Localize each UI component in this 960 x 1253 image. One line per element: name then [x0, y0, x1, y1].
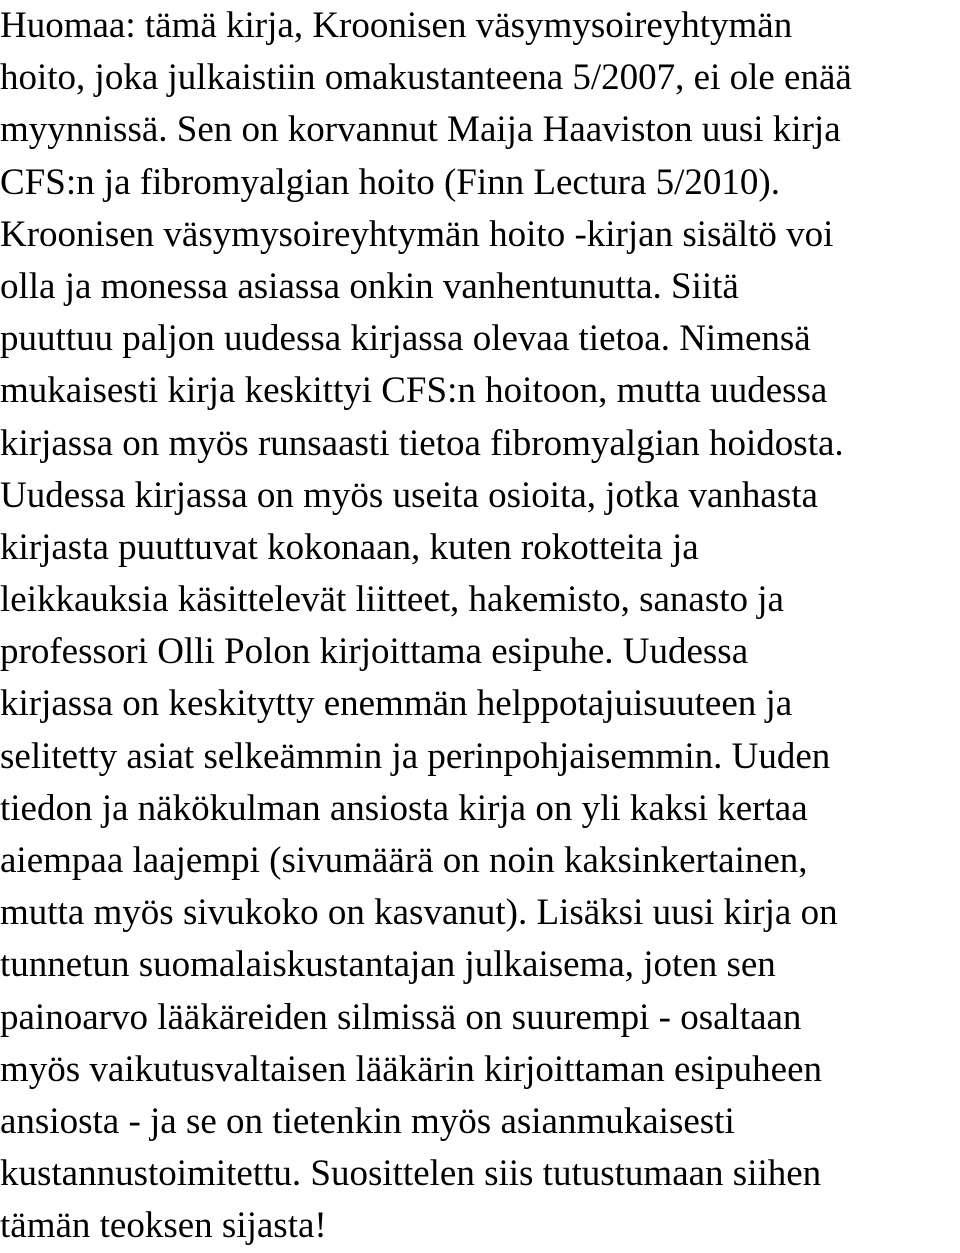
text-line: CFS:n ja fibromyalgian hoito (Finn Lectura 5/2010). — [0, 161, 780, 203]
text-line: kustannustoimitettu. Suosittelen siis tutustumaan siihen — [0, 1153, 822, 1195]
text-line: kirjassa on myös runsaasti tietoa fibromyalgian hoidosta. — [0, 422, 844, 464]
text-line: Kroonisen väsymysoireyhtymän hoito -kirjan sisältö voi — [0, 213, 834, 255]
text-line: tämän teoksen sijasta! — [0, 1205, 327, 1247]
text-line: selitetty asiat selkeämmin ja perinpohjaisemmin. Uuden — [0, 735, 831, 777]
text-line: tunnetun suomalaiskustantajan julkaisema, joten sen — [0, 944, 776, 986]
text-line: professori Olli Polon kirjoittama esipuhe. Uudessa — [0, 631, 749, 673]
text-line: painoarvo lääkäreiden silmissä on suurempi - osaltaan — [0, 996, 802, 1038]
text-line: mutta myös sivukoko on kasvanut). Lisäksi uusi kirja on — [0, 892, 838, 934]
text-line: leikkauksia käsittelevät liitteet, hakemisto, sanasto ja — [0, 579, 784, 621]
text-line: mukaisesti kirja keskittyi CFS:n hoitoon, mutta uudessa — [0, 370, 828, 412]
text-line: myynnissä. Sen on korvannut Maija Haaviston uusi kirja — [0, 109, 841, 151]
text-line: ansiosta - ja se on tietenkin myös asianmukaisesti — [0, 1100, 735, 1142]
text-line: tiedon ja näkökulman ansiosta kirja on yli kaksi kertaa — [0, 787, 808, 829]
text-line: kirjassa on keskitytty enemmän helppotajuisuuteen ja — [0, 683, 793, 725]
text-line: kirjasta puuttuvat kokonaan, kuten rokotteita ja — [0, 526, 699, 568]
text-line: Huomaa: tämä kirja, Kroonisen väsymysoireyhtymän — [0, 5, 793, 46]
text-line: olla ja monessa asiassa onkin vanhentunutta. Siitä — [0, 265, 739, 307]
text-line: myös vaikutusvaltaisen lääkärin kirjoittaman esipuheen — [0, 1048, 823, 1090]
text-line: puuttuu paljon uudessa kirjassa olevaa tietoa. Nimensä — [0, 318, 811, 360]
text-line: Uudessa kirjassa on myös useita osioita, jotka vanhasta — [0, 474, 818, 516]
text-line: aiempaa laajempi (sivumäärä on noin kaksinkertainen, — [0, 840, 808, 881]
text-line: hoito, joka julkaistiin omakustanteena 5/2007, ei ole enää — [0, 57, 852, 99]
